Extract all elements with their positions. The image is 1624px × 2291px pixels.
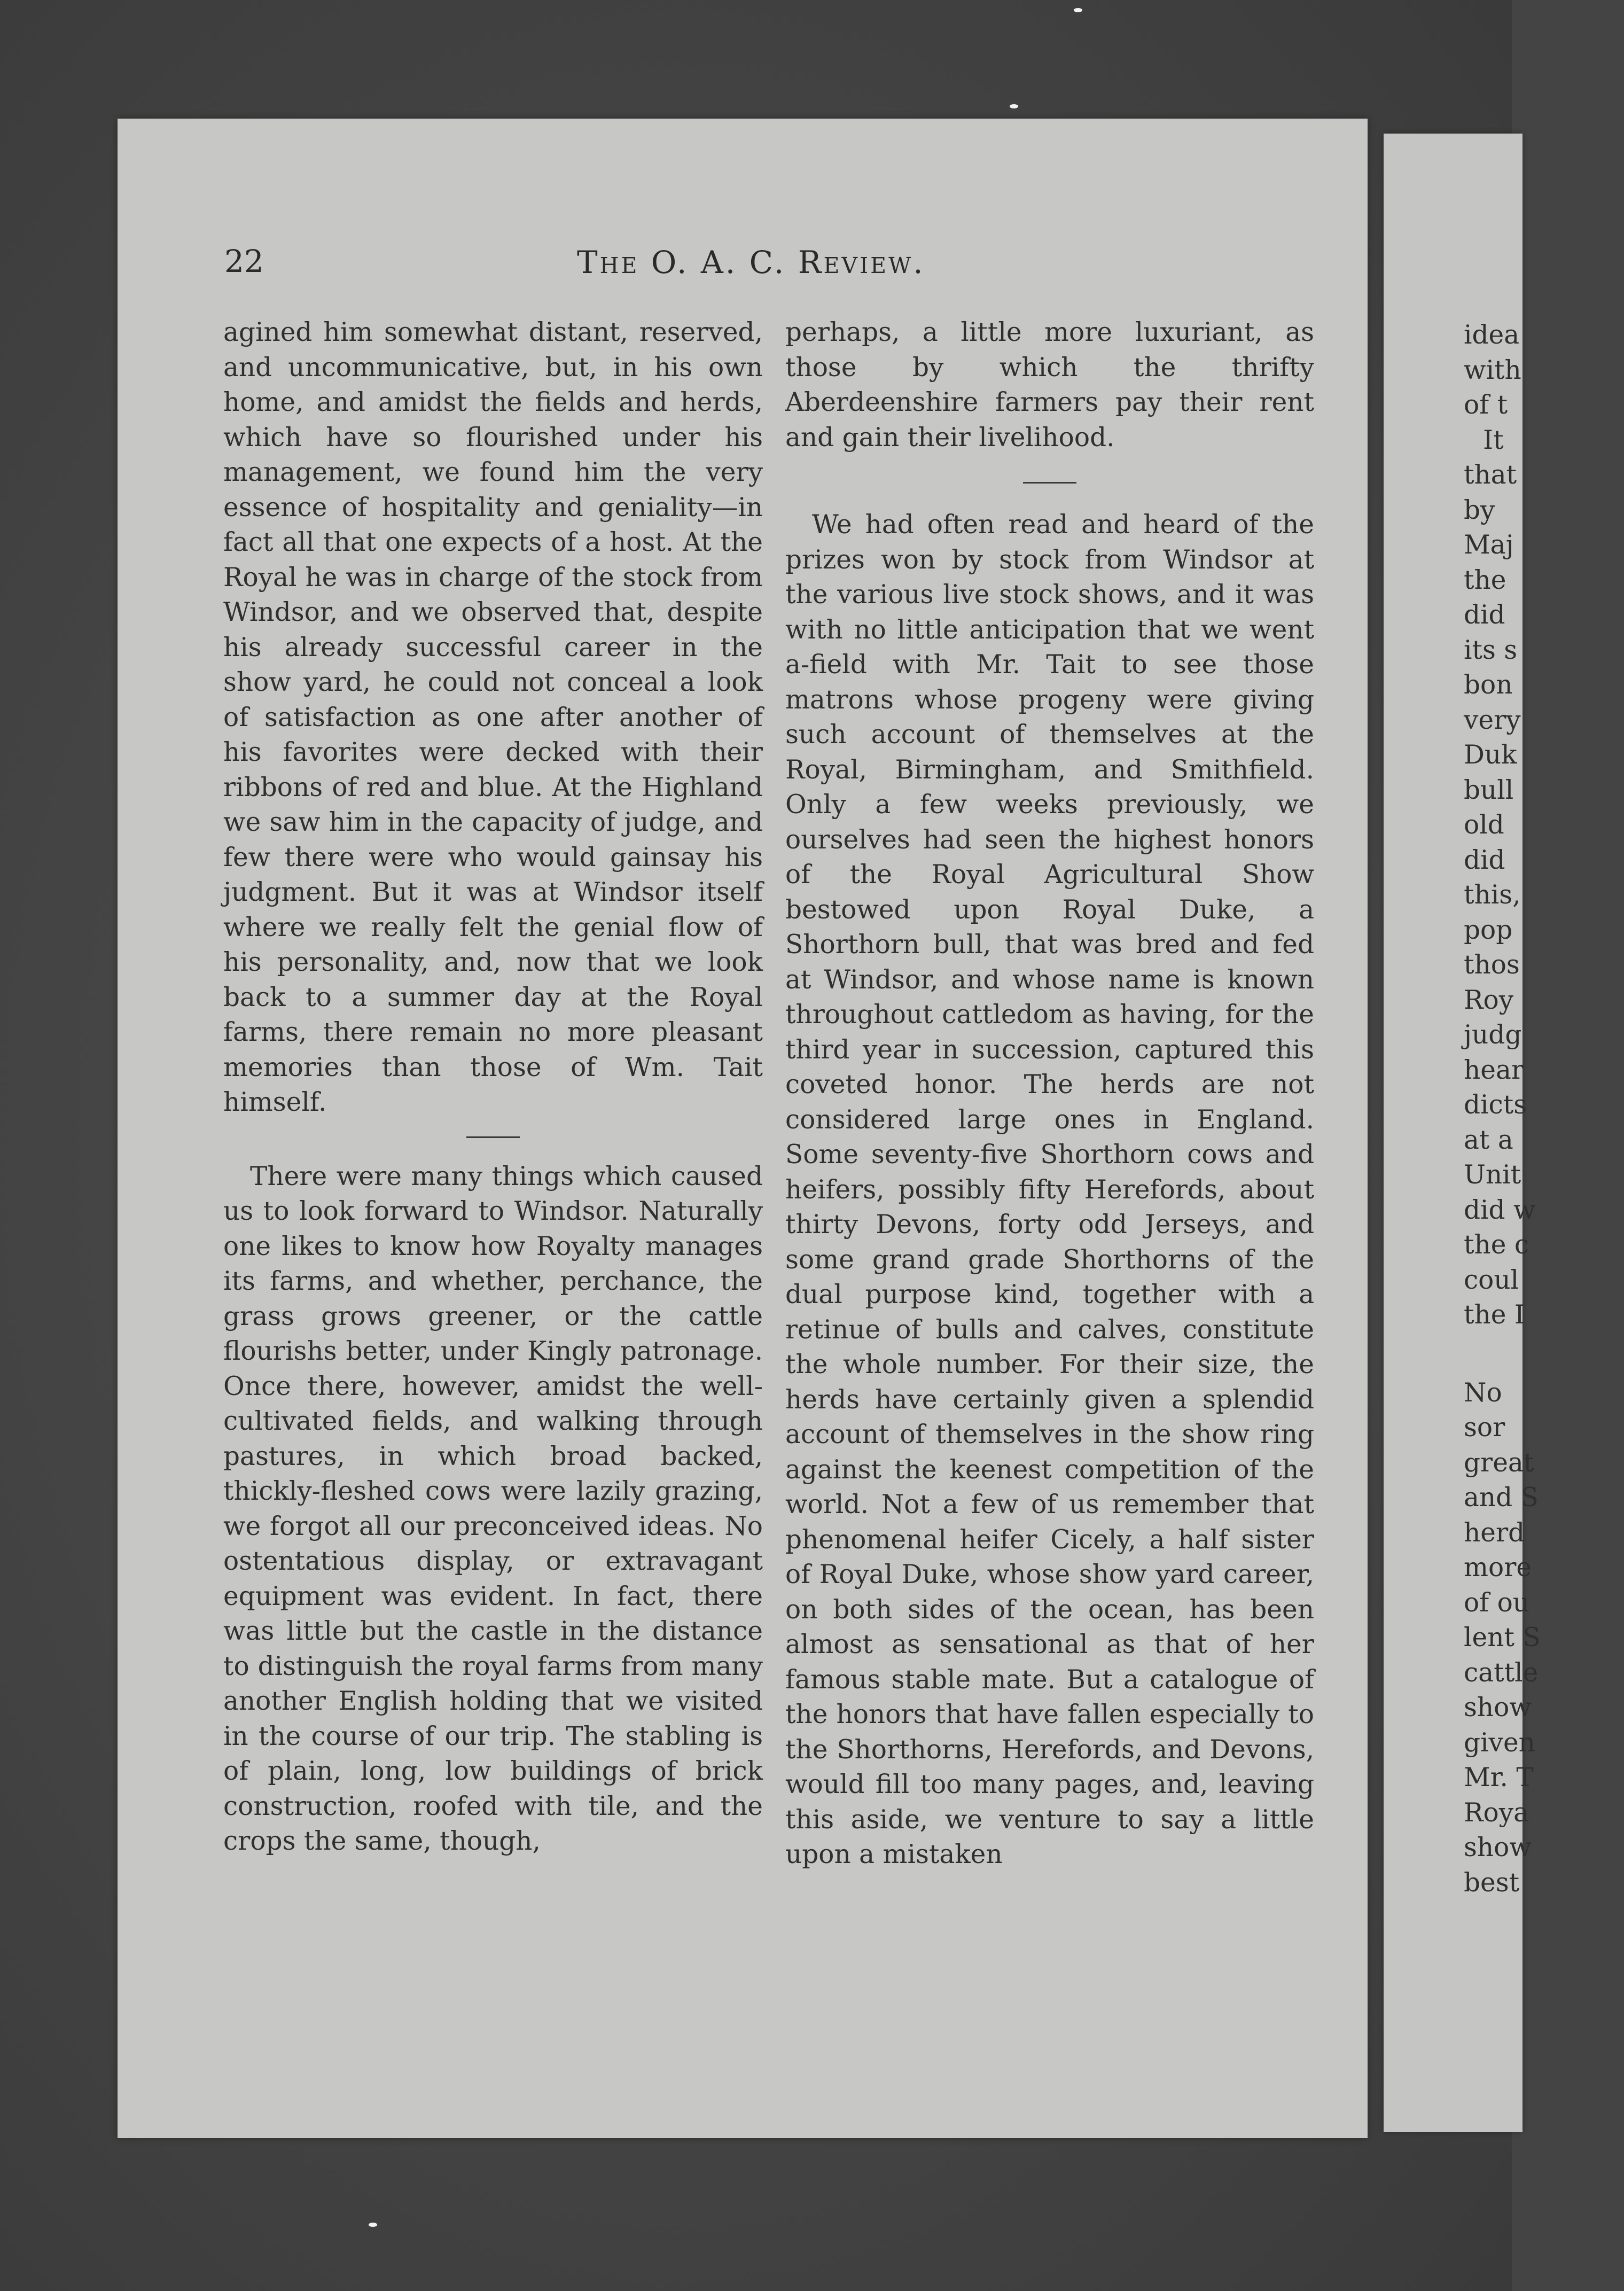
paragraph: perhaps, a little more luxuriant, as those by which the thrifty Aberdeenshire farmers pay their rent and gain their livelihood. bbox=[785, 317, 1314, 453]
facing-page-line: bon bbox=[1464, 670, 1513, 700]
facing-page-line: herd bbox=[1464, 1517, 1525, 1548]
facing-page-line: Roy bbox=[1464, 985, 1514, 1015]
facing-page-line: lent S bbox=[1464, 1623, 1541, 1653]
facing-page-line: No bbox=[1464, 1377, 1502, 1408]
facing-page-line: cattle bbox=[1464, 1657, 1539, 1688]
facing-page-line: old bbox=[1464, 810, 1504, 840]
dust-speck bbox=[1074, 8, 1082, 12]
facing-page-line: Roya bbox=[1464, 1797, 1529, 1828]
facing-page-line: did w bbox=[1464, 1195, 1536, 1225]
facing-page-line: of t bbox=[1464, 390, 1508, 420]
paragraph: agined him somewhat distant, reserved, and uncommunicative, but, in his own home, and amidst the fields and herds, which have so flourished under his management, we found him the very essence of hospitality and geniality—in fact all that one expects of a host. At the Royal he was in charge of the stock from Windsor, and we observed that, despite his already successful career in the show yard, he could not conceal a look of satisfaction as one after another of his favorites were decked with their ribbons of red and blue. At the Highland we saw him in the capacity of judge, and few there were who would gainsay his judgment. But it was at Windsor itself where we really felt the genial flow of his personality, and, now that we look back to a summer day at the Royal farms, there remain no more pleasant memories than those of Wm. Tait himself. bbox=[223, 317, 763, 1117]
facing-page-line: judg bbox=[1464, 1020, 1522, 1050]
facing-page-line: dicts bbox=[1464, 1090, 1527, 1120]
facing-page-line: best bbox=[1464, 1867, 1520, 1898]
facing-page-line: thos bbox=[1464, 950, 1520, 980]
facing-page-line: Duk bbox=[1464, 740, 1517, 770]
facing-page-line: coul bbox=[1464, 1265, 1519, 1295]
paragraph-gap bbox=[1464, 1333, 1624, 1376]
facing-page-line: great bbox=[1464, 1447, 1534, 1478]
facing-page-line: very bbox=[1464, 705, 1521, 735]
facing-page-text bbox=[1464, 318, 1624, 1900]
page-header bbox=[224, 243, 1207, 286]
facing-page-line: of ou bbox=[1464, 1587, 1530, 1618]
facing-page-line: Unit bbox=[1464, 1160, 1521, 1190]
facing-page-line: and S bbox=[1464, 1483, 1539, 1513]
facing-page-line: Maj bbox=[1464, 530, 1514, 560]
dust-speck bbox=[1010, 104, 1018, 108]
paragraph: We had often read and heard of the prizes won by stock from Windsor at the various live stock shows, and it was with no little anticipation that we went a-field with Mr. Tait to see those matrons whose progeny were giving such account of themselves at the Royal, Birmingham, and Smithfield. Only a few weeks previously, we ourselves had seen the highest honors of the Royal Agricultural Show bestowed upon Royal Duke, a Shorthorn bull, that was bred and fed at Windsor, and whose name is known throughout cattledom as having, for the third year in succession, captured this coveted honor. The herds are not considered large ones in England. Some seventy-five Shorthorn cows and heifers, possibly fifty Herefords, about thirty Devons, forty odd Jerseys, and some grand grade Shorthorns of the dual purpose kind, together with a retinue of bulls and calves, constitute the whole number. For their size, the herds have certainly given a splendid account of themselves in the show ring against the keenest competition of the world. Not a few of us remember that phenomenal heifer Cicely, a half sister of Royal Duke, whose show yard career, on both sides of the ocean, has been almost as sensational as that of her famous stable mate. But a catalogue of the honors that have fallen especially to the Shorthorns, Herefords, and Devons, would fill too many pages, and, leaving this aside, we venture to say a little upon a mistaken bbox=[785, 510, 1314, 1869]
facing-page-line: the c bbox=[1464, 1230, 1529, 1260]
middle-column bbox=[785, 315, 1314, 1873]
facing-page-line: at a bbox=[1464, 1125, 1513, 1155]
section-rule bbox=[1023, 482, 1076, 484]
paragraph: There were many things which caused us to look forward to Windsor. Naturally one likes to know how Royalty manages its farms, and whether, perchance, the grass grows greener, or the cattle flourishs better, under Kingly patronage. Once there, however, amidst the well-cultivated fields, and walking through pastures, in which broad backed, thickly-fleshed cows were lazily grazing, we forgot all our preconceived ideas. No ostentatious display, or extravagant equipment was evident. In fact, there was little but the castle in the distance to distinguish the royal farms from many another English holding that we visited in the course of our trip. The stabling is of plain, long, low buildings of brick construction, roofed with tile, and the crops the same, though, bbox=[223, 1161, 763, 1856]
facing-page-line: hear bbox=[1464, 1055, 1524, 1085]
facing-page-line: its s bbox=[1464, 635, 1518, 665]
facing-page-line: bull bbox=[1464, 775, 1514, 805]
facing-page-line: this, bbox=[1464, 880, 1521, 910]
facing-page-line: the I bbox=[1464, 1300, 1525, 1330]
facing-page-line: did bbox=[1464, 845, 1505, 875]
facing-page-line: idea bbox=[1464, 320, 1520, 350]
facing-page-line: more bbox=[1464, 1553, 1532, 1583]
facing-page bbox=[1384, 134, 1541, 2132]
facing-page-line: It bbox=[1483, 425, 1504, 455]
facing-page-line: the bbox=[1464, 565, 1506, 595]
facing-page-line: Mr. T bbox=[1464, 1763, 1534, 1793]
facing-page-line: with bbox=[1464, 355, 1521, 385]
left-column bbox=[223, 315, 763, 1859]
dust-speck bbox=[369, 2223, 377, 2227]
section-rule bbox=[466, 1136, 520, 1138]
facing-page-line: sor bbox=[1464, 1413, 1505, 1443]
page-number: 22 bbox=[224, 243, 264, 279]
facing-page-line: pop bbox=[1464, 915, 1513, 945]
facing-page-line: show bbox=[1464, 1833, 1532, 1863]
facing-page-line: that bbox=[1464, 460, 1517, 490]
running-head: The O. A. C. Review. bbox=[577, 244, 925, 280]
facing-page-line: show bbox=[1464, 1693, 1532, 1723]
facing-page-line: by bbox=[1464, 495, 1495, 525]
facing-page-line: given bbox=[1464, 1727, 1535, 1758]
facing-page-line: did bbox=[1464, 600, 1505, 630]
